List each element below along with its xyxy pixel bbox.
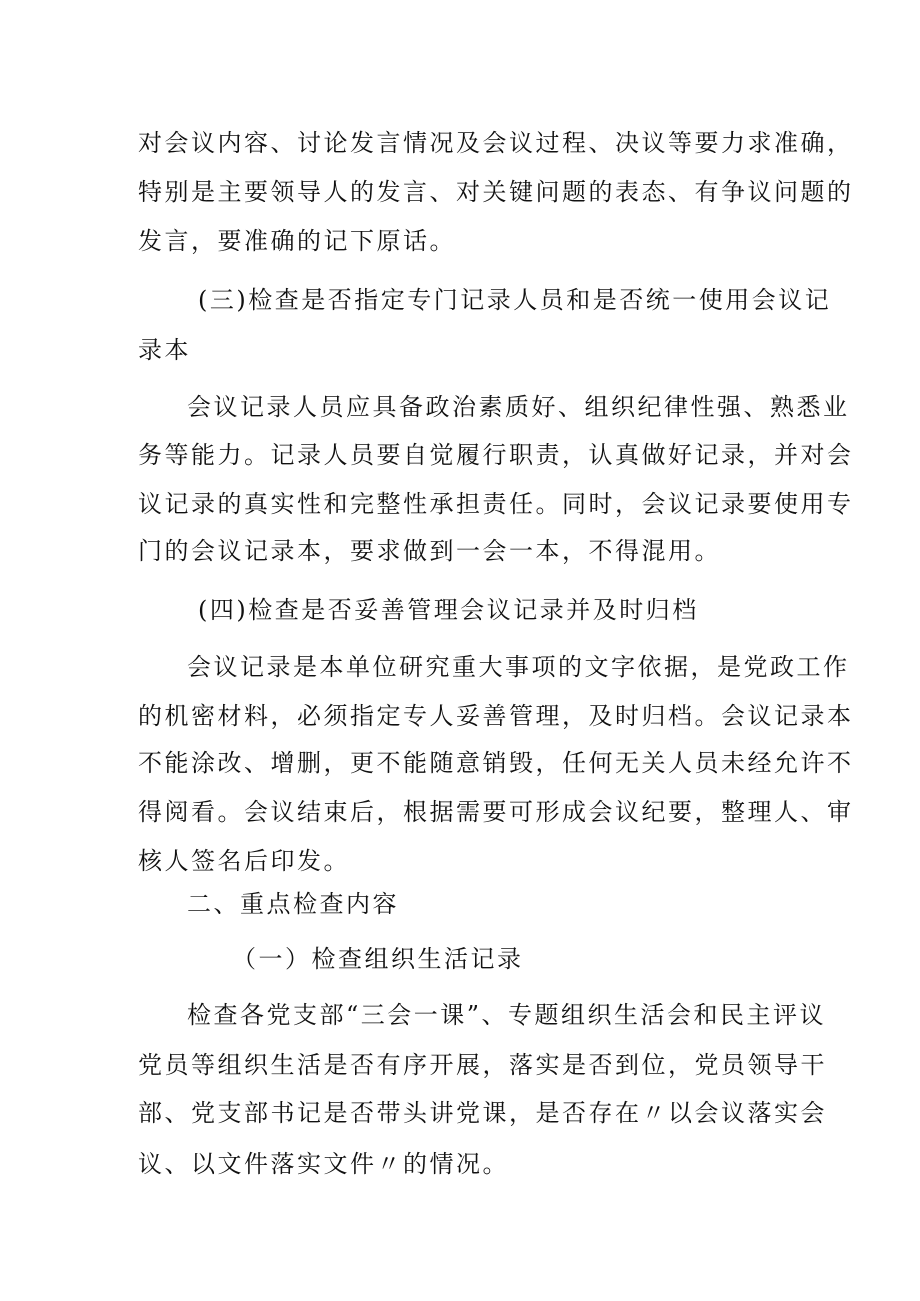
para1-line1: 对会议内容、讨论发言情况及会议过程、决议等要力求准确，: [138, 129, 854, 157]
para1-line3: 发言，要准确的记下原话。: [138, 227, 456, 255]
para2-line1: 会议记录人员应具备政治素质好、组织纪律性强、熟悉业: [187, 393, 850, 421]
subsection-1-heading: （一）检查组织生活记录: [232, 945, 524, 973]
para3-line4: 得阅看。会议结束后，根据需要可形成会议纪要，整理人、审: [138, 798, 854, 826]
para2-line3: 议记录的真实性和完整性承担责任。同时，会议记录要使用专: [138, 490, 854, 518]
para4-line1: 检查各党支部“三会一课”、专题组织生活会和民主评议: [187, 1001, 827, 1029]
section-2-heading: 二、重点检查内容: [187, 890, 399, 918]
heading-3-line2: 录本: [138, 336, 191, 364]
para2-line2: 务等能力。记录人员要自觉履行职责，认真做好记录，并对会: [138, 441, 854, 469]
para4-line4: 议、以文件落实文件〃的情况。: [138, 1150, 509, 1178]
para3-line5: 核人签名后印发。: [138, 847, 350, 875]
para3-line1: 会议记录是本单位研究重大事项的文字依据，是党政工作: [187, 653, 850, 681]
para4-line3: 部、党支部书记是否带头讲党课，是否存在〃以会议落实会: [138, 1099, 827, 1127]
para3-line2: 的机密材料，必须指定专人妥善管理，及时归档。会议记录本: [138, 702, 854, 730]
heading-3-line1: (三)检查是否指定专门记录人员和是否统一使用会议记: [198, 286, 832, 314]
para1-line2: 特别是主要领导人的发言、对关键问题的表态、有争议问题的: [138, 178, 854, 206]
heading-4: (四)检查是否妥善管理会议记录并及时归档: [198, 596, 699, 624]
para3-line3: 不能涂改、增删，更不能随意销毁，任何无关人员未经允许不: [138, 749, 854, 777]
para2-line4: 门的会议记录本，要求做到一会一本，不得混用。: [138, 537, 721, 565]
para4-line2: 党员等组织生活是否有序开展，落实是否到位，党员领导干: [138, 1051, 827, 1079]
